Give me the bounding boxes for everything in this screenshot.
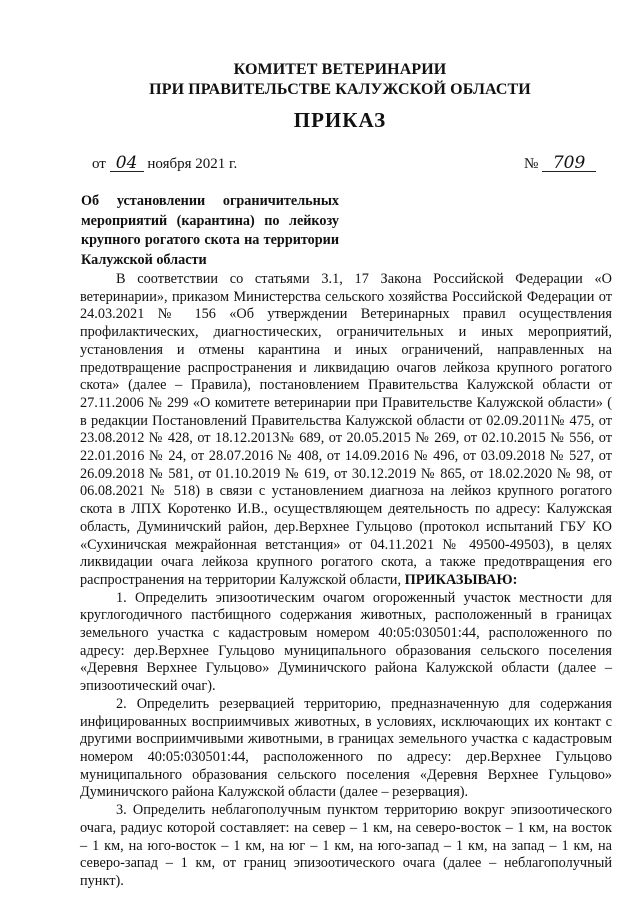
date-rest: ноября 2021 г. (147, 156, 238, 172)
document-title: ПРИКАЗ (293, 108, 387, 132)
text-line: другими восприимчивыми животными, в границах земельного участка с кадастровым (80, 731, 612, 748)
text-line: 24.03.2021 № 156 «Об утверждении Ветеринарных правил осуществления (80, 306, 612, 323)
date-day-handwritten: 04 (110, 156, 144, 172)
order-word: ПРИКАЗЫВАЮ: (404, 571, 518, 588)
text-line: пункт). (80, 872, 124, 889)
subject-line: Об установлении ограничительных (81, 193, 339, 209)
text-line: 3. Определить неблагополучным пунктом территорию вокруг эпизоотического (116, 802, 612, 819)
text-line: очага, радиус которой составляет: на север – 1 км, на северо-восток – 1 км, на восток (80, 819, 612, 836)
text-line: «Сухиничская межрайонная ветстанция» от 04.11.2021 № 49500-49503), в целях (80, 536, 612, 553)
paragraph-1 (80, 590, 612, 696)
text-line: 2. Определить резервацией территорию, предназначенную для содержания (116, 695, 612, 712)
text-line: скота в ЛПХ Коротенко И.В., осуществляющем деятельность по адресу: Калужская (80, 501, 612, 518)
number-value-handwritten: 709 (542, 156, 596, 172)
text-line: круглогодичного пастбищного содержания животных, расположенный в границах (80, 607, 612, 624)
text-line: 06.08.2021 № 518) в связи с установлением диагноза на лейкоз крупного рогатого (80, 483, 612, 500)
text-line: Думиничского района Калужской области (далее – резервация). (80, 784, 469, 801)
text-line: 27.11.2006 № 299 «О комитете ветеринарии при Правительстве Калужской области» ( (80, 394, 612, 411)
text-line: скота» (далее – Правила), постановлением Правительства Калужской области от (80, 377, 612, 394)
paragraph-2 (80, 696, 612, 802)
preamble-paragraph (80, 271, 612, 590)
paragraph-3 (80, 802, 612, 891)
text-line: ликвидации очага лейкоза крупного рогатого скота, а также предотвращения его (80, 554, 612, 571)
text-line: установления и отмены карантина и иных ограничений, направленных на (80, 341, 612, 358)
number-sign: № (524, 156, 539, 172)
subject-line: крупного рогатого скота на территории (81, 232, 339, 248)
text-line: В соответствии со статьями 3.1, 17 Закона Российской Федерации «О (116, 271, 612, 287)
header-line-1: КОМИТЕТ ВЕТЕРИНАРИИ (233, 61, 447, 78)
subject-line: мероприятий (карантина) по лейкозу (81, 212, 339, 229)
text-line: 22.01.2016 № 24, от 28.07.2016 № 408, от 14.09.2016 № 496, от 03.09.2018 № 527, от (80, 448, 612, 465)
text-line: адресу: дер.Верхнее Гульцово муниципального образования сельского поселения (80, 642, 612, 659)
text-line: северо-запад – 1 км, от границ эпизоотического очага (далее – неблагополучный (80, 855, 612, 872)
text-line (80, 572, 612, 590)
order-subject (81, 192, 339, 270)
date-prefix: от (92, 156, 106, 172)
subject-line: Калужской области (81, 251, 207, 268)
text-line: «Деревня Верхнее Гульцово» Думиничского района Калужской области (далее – (80, 660, 612, 677)
order-body (80, 271, 612, 891)
header-line-2: ПРИ ПРАВИТЕЛЬСТВЕ КАЛУЖСКОЙ ОБЛАСТИ (149, 81, 531, 98)
text-line: ветеринарии», приказом Министерства сельского хозяйства Российской Федерации от (80, 288, 612, 305)
text-line: в редакции Постановлений Правительства Калужской области от 02.09.2011№ 475, от (80, 412, 612, 429)
text-line: эпизоотический очаг). (80, 678, 216, 695)
text-line: муниципального образования сельского поселения «Деревня Верхнее Гульцово» (80, 766, 612, 783)
text-line: область, Думиничский район, дер.Верхнее Гульцово (протокол испытаний ГБУ КО (80, 518, 612, 535)
text-line: 23.08.2012 № 428, от 18.12.2013№ 689, от 20.05.2015 № 269, от 02.10.2015 № 556, от (80, 430, 612, 447)
text-line: инфицированных восприимчивых животных, в условиях, исключающих их контакт с (80, 713, 612, 730)
preamble-final-text: распространения на территории Калужской области, (80, 571, 402, 588)
text-line: земельного участка с кадастровым номером 40:05:030501:44, расположенного по (80, 625, 612, 642)
number-line (524, 153, 596, 173)
text-line: номером 40:05:030501:44, расположенного по адресу: дер.Верхнее Гульцово (80, 748, 612, 765)
text-line: 1. Определить эпизоотическим очагом огороженный участок местности для (116, 589, 612, 606)
text-line: предотвращение распространения и ликвидацию очагов лейкоза крупного рогатого (80, 359, 612, 376)
text-line: профилактических, диагностических, ограничительных и иных мероприятий, (80, 324, 612, 341)
date-line (92, 153, 238, 173)
text-line: 26.09.2018 № 581, от 01.10.2019 № 619, от 30.12.2019 № 865, от 18.02.2020 № 98, от (80, 465, 612, 482)
text-line: – 1 км, на юго-восток – 1 км, на юг – 1 км, на юго-запад – 1 км, на запад – 1 км, на (80, 837, 612, 854)
